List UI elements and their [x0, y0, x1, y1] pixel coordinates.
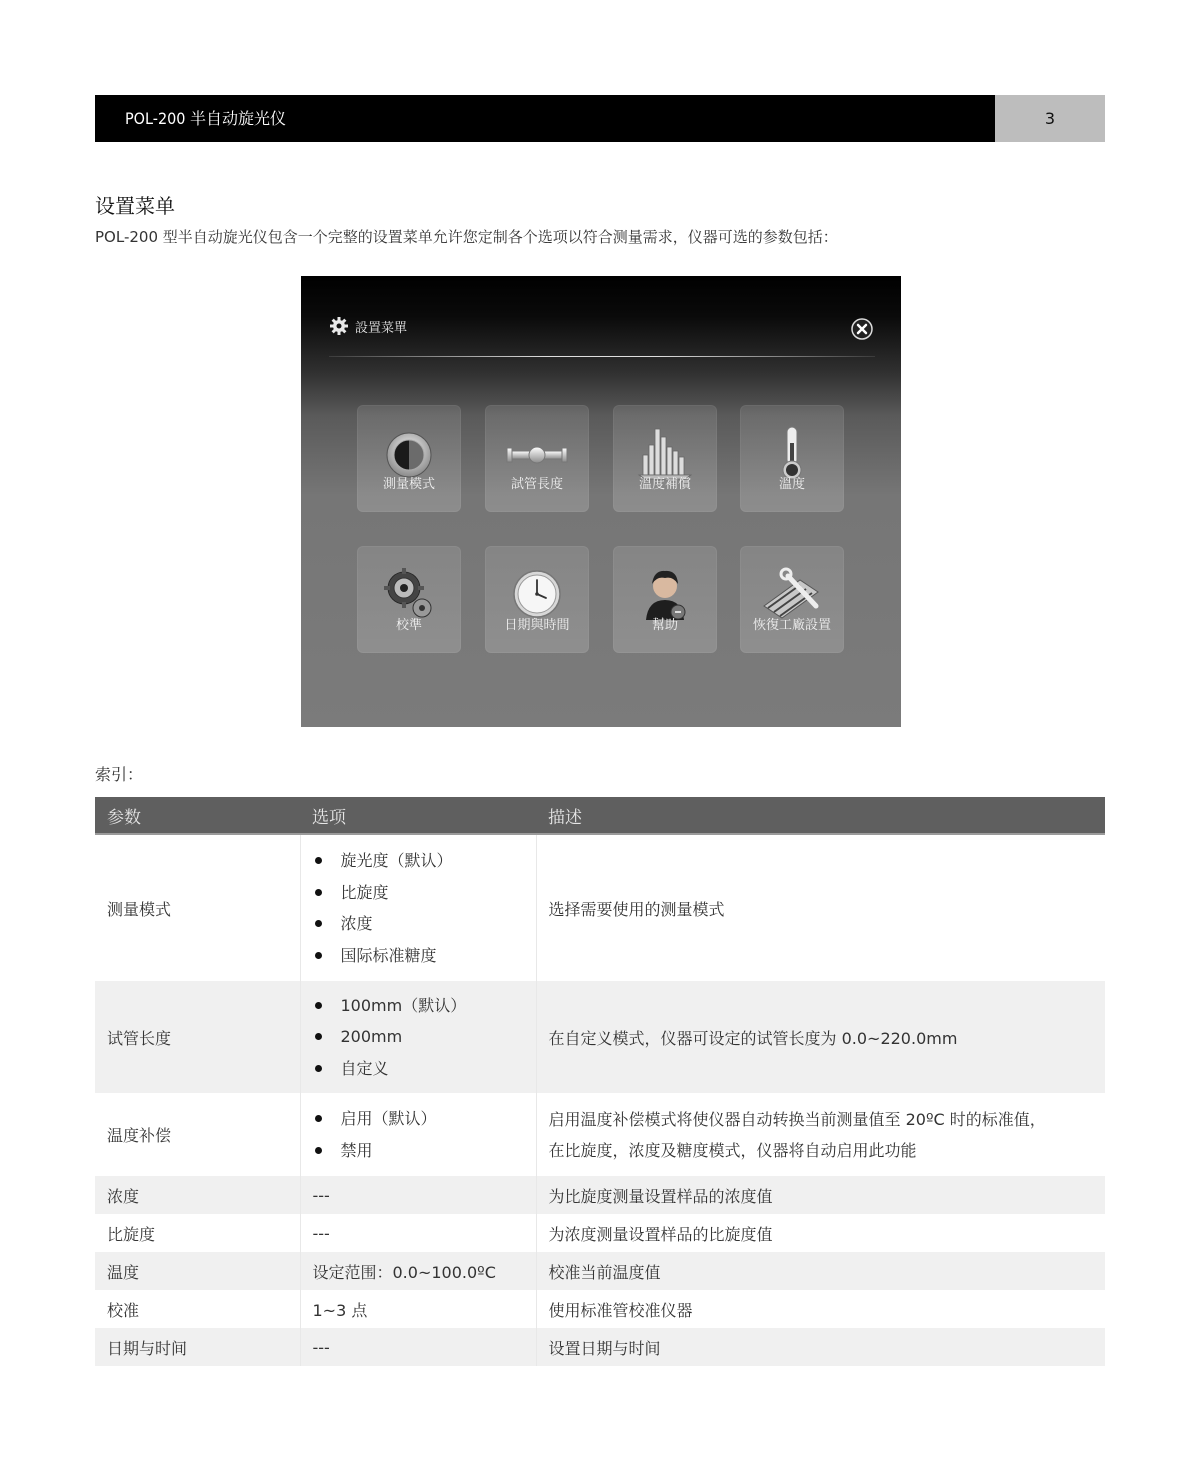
- tile-label: 試管長度: [510, 477, 563, 492]
- option-item: 比旋度: [313, 877, 524, 909]
- desc-line: 启用温度补偿模式将使仪器自动转换当前测量值至 20ºC 时的标准值，: [548, 1109, 1046, 1129]
- table-row: [95, 1328, 1105, 1366]
- header-title: POL-200 半自动旋光仪: [125, 109, 286, 128]
- tile-help[interactable]: [613, 546, 717, 653]
- table-row: [95, 1290, 1105, 1328]
- tile-measure-mode[interactable]: [357, 405, 461, 512]
- param-cell: 试管长度: [95, 981, 300, 1093]
- tile-tube-length[interactable]: [485, 405, 589, 512]
- options-list: [313, 1103, 524, 1166]
- option-item: 启用（默认）: [313, 1103, 524, 1135]
- tile-label: 幫助: [651, 618, 678, 633]
- tile-label: 日期與時間: [504, 618, 570, 633]
- tile-factory-reset[interactable]: [740, 546, 844, 653]
- desc-cell: 设置日期与时间: [536, 1328, 1105, 1366]
- screen-header: [329, 316, 407, 336]
- section-title: 设置菜单: [95, 194, 175, 218]
- param-cell: 比旋度: [95, 1214, 300, 1252]
- desc-cell: [536, 1093, 1105, 1176]
- table-header-row: [95, 797, 1105, 834]
- option-item: 禁用: [313, 1135, 524, 1167]
- intro-text: POL-200 型半自动旋光仪包含一个完整的设置菜单允许您定制各个选项以符合测量需求，仪器可选的参数包括：: [95, 228, 838, 246]
- table-row: [95, 1214, 1105, 1252]
- settings-gear-icon: [329, 316, 349, 336]
- parameter-table: [95, 797, 1105, 1366]
- tile-label: 恢復工廠設置: [752, 618, 831, 633]
- option-item: 自定义: [313, 1053, 524, 1085]
- option-item: 浓度: [313, 908, 524, 940]
- desc-cell: 使用标准管校准仪器: [548, 1300, 693, 1320]
- screen-title: 設置菜單: [355, 320, 408, 336]
- index-label: 索引：: [95, 765, 144, 784]
- desc-line: 在比旋度，浓度及糖度模式，仪器将自动启用此功能: [548, 1140, 917, 1160]
- option-cell: ---: [300, 1176, 536, 1214]
- column-header: 选项: [300, 797, 536, 834]
- screen-divider: [329, 356, 875, 357]
- table-row: [95, 1176, 1105, 1214]
- desc-cell: 为比旋度测量设置样品的浓度值: [536, 1176, 1105, 1214]
- table-row: [95, 981, 1105, 1093]
- page-header: [95, 95, 1105, 142]
- table-row: [95, 1093, 1105, 1176]
- option-cell: ---: [300, 1214, 536, 1252]
- table-row: [95, 834, 1105, 981]
- option-item: 200mm: [313, 1021, 524, 1053]
- tile-label: 校準: [395, 618, 422, 633]
- options-cell: [300, 981, 536, 1093]
- column-header: 描述: [536, 797, 1105, 834]
- param-cell: 温度补偿: [95, 1093, 300, 1176]
- param-cell: 浓度: [95, 1176, 300, 1214]
- param-cell: 校准: [95, 1290, 300, 1328]
- tile-temperature-compensation[interactable]: [613, 405, 717, 512]
- option-item: 100mm（默认）: [313, 990, 524, 1022]
- option-item: 旋光度（默认）: [313, 845, 524, 877]
- desc-cell: 为浓度测量设置样品的比旋度值: [548, 1224, 773, 1244]
- table-row: [95, 1252, 1105, 1290]
- tile-label: 測量模式: [382, 477, 435, 492]
- settings-screen-image: [301, 276, 901, 727]
- option-cell: ---: [300, 1328, 536, 1366]
- desc-cell: 选择需要使用的测量模式: [548, 899, 725, 919]
- tile-label: 溫度: [778, 477, 805, 492]
- param-cell: 测量模式: [95, 834, 300, 981]
- close-icon[interactable]: [851, 318, 873, 340]
- param-cell: 日期与时间: [95, 1328, 300, 1366]
- options-cell: [300, 1093, 536, 1176]
- options-list: [313, 990, 524, 1085]
- column-header: 参数: [95, 797, 300, 834]
- options-cell: [300, 834, 536, 981]
- tile-temperature[interactable]: [740, 405, 844, 512]
- desc-cell: 校准当前温度值: [536, 1252, 1105, 1290]
- desc-cell: 在自定义模式，仪器可设定的试管长度为 0.0~220.0mm: [536, 981, 1105, 1093]
- option-cell: 设定范围：0.0~100.0ºC: [300, 1252, 536, 1290]
- option-item: 国际标准糖度: [313, 940, 524, 972]
- param-cell: 温度: [95, 1252, 300, 1290]
- tile-date-time[interactable]: [485, 546, 589, 653]
- options-list: [313, 845, 524, 971]
- tile-label: 溫度補償: [638, 477, 691, 492]
- page-number: 3: [995, 95, 1105, 142]
- tile-calibration[interactable]: [357, 546, 461, 653]
- option-cell: 1~3 点: [300, 1290, 536, 1328]
